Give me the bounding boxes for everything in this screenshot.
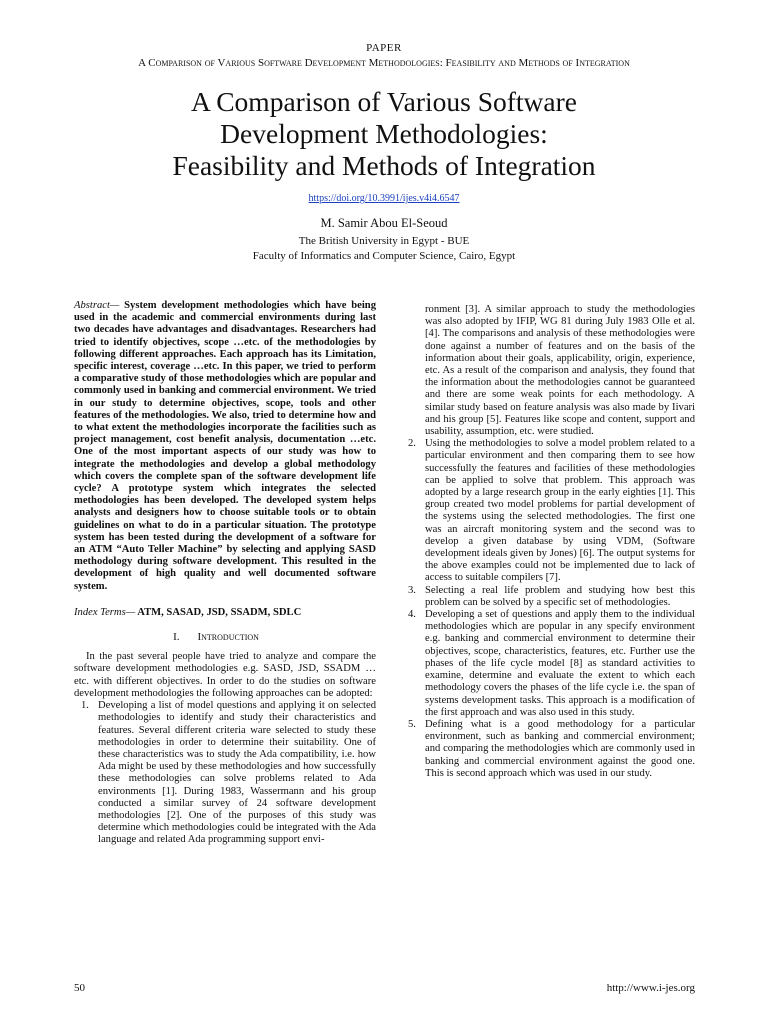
- list-item-number: 5.: [408, 718, 416, 730]
- list-item: [401, 438, 695, 584]
- doi-container: [0, 193, 768, 204]
- abstract-lead: Abstract—: [74, 300, 120, 311]
- list-item: [401, 609, 695, 719]
- index-terms-lead: Index Terms—: [74, 606, 136, 618]
- list-item-number: 3.: [408, 584, 416, 596]
- list-item: [74, 700, 376, 846]
- section-heading: [74, 631, 376, 643]
- list-item-number: 1.: [81, 700, 89, 712]
- list-item-text: Developing a set of questions and apply them to the individual methodologies which are popular in any specify environment e.g. banking and commercial environment to determine their objectives, scope, characteristics, features, etc. Further use the phases of the life cycle model [8] as standard activities to examine, determine and evaluate the extent to which each methodology covers the phases of the life cycle i.e. the span of systems development tasks. This approach is a modification of the first approach and was also used in this study.: [425, 609, 695, 718]
- doi-link[interactable]: https://doi.org/10.3991/ijes.v4i4.6547: [308, 193, 460, 204]
- left-column: [74, 300, 376, 847]
- section-number: I.: [173, 631, 180, 644]
- list-item-continuation: ronment [3]. A similar approach to study the methodologies was also adopted by IFIP, WG 81 during July 1983 Olle et al. [4]. The comparisons and analysis of these methodologies were done against a number of features and on the basis of the information about their goals, applicability, origin, experience, etc. As a result of the comparison and analysis, they found that the information about the methodologies cannot be guaranteed and there are some weak points for each methodology. A similar study based on feature analysis was also made by Iivari and his group [5]. Features like scope and content, support and usability, assumption, etc. were studied.: [425, 304, 695, 438]
- list-item-text: Selecting a real life problem and studying how best this problem can be solved by a specific set of methodologies.: [425, 584, 695, 608]
- list-item-text: Defining what is a good methodology for a particular environment, such as banking and commercial environment; and comparing the methodologies which are commonly used in banking and commercial environment against the good one. This is second approach which was used in our study.: [425, 718, 695, 779]
- list-item: [401, 585, 695, 609]
- approaches-list-left: [74, 700, 376, 846]
- abstract: [74, 300, 376, 593]
- title-line-1: A Comparison of Various Software: [191, 86, 577, 117]
- index-terms-text: ATM, SASAD, JSD, SSADM, SDLC: [137, 606, 302, 618]
- list-item-text: Developing a list of model questions and applying it on selected methodologies to identify and study their characteristics and features. Several different criteria ware selected to study these methodologies in order to determine their suitability. One of these characteristics was to study the Ada compatibility, i.e. how Ada might be used by these methodologies and how successfully these methodologies can solve problems related to Ada environments [1]. During 1983, Wassermann and his group conducted a similar survey of 24 software development methodologies [2]. One of the purposes of this study was determine which methodologies could be integrated with the Ada language and related Ada programming support envi-: [98, 700, 376, 846]
- page-number: 50: [74, 982, 85, 994]
- list-item-number: 2.: [408, 438, 416, 450]
- list-item: [401, 719, 695, 780]
- affiliation-line-2: Faculty of Informatics and Computer Science, Cairo, Egypt: [252, 250, 516, 262]
- title-line-2: Development Methodologies:: [220, 118, 548, 149]
- section-title: Introduction: [197, 631, 259, 644]
- approaches-list-right: [401, 438, 695, 780]
- index-terms: [74, 607, 376, 619]
- author-name: M. Samir Abou El-Seoud: [320, 216, 448, 230]
- intro-paragraph: In the past several people have tried to analyze and compare the software development methodologies e.g. SASD, JSD, SSADM … etc. with different objectives. In order to do the studies on software development methodologies the following approaches can be adopted:: [74, 651, 376, 699]
- running-title: A Comparison of Various Software Development Methodologies: Feasibility and Methods of Integration: [138, 57, 630, 69]
- paper-title: [84, 86, 684, 182]
- title-line-3: Feasibility and Methods of Integration: [172, 150, 596, 181]
- abstract-text: System development methodologies which have being used in the academic and commercial environments during last two decades have advantages and disadvantages. Researchers had tried to identify objectives, scope …etc. of the methodologies by following different approaches. Each approach has its Limitation, specific interest, coverage …etc. In this paper, we tried to perform a comparative study of those methodologies which are popular and commonly used in banking and commercial environment. We tried in our study to determine objectives, scope, tools and other features of the methodologies. We also, tried to determine how and to what extent the methodologies incorporate the facilities such as project management, cost benefit analysis, documentation …etc. One of the most important aspects of our study was how to integrate the methodologies and develop a global methodology which covers the complete span of the software development life cycle? A prototype system which integrates the selected methodologies has been developed. The developed system helps analysts and designers how to choose suitable tools or to obtain guidelines on what to do in a particular situation. The prototype system has been tested during the development of a software for an ATM “Auto Teller Machine” by selecting and applying SASD methodology during software development. This resulted in the development of high quality and well documented software system.: [74, 300, 376, 592]
- affiliation-line-1: The British University in Egypt - BUE: [298, 235, 470, 247]
- journal-url[interactable]: http://www.i-jes.org: [606, 982, 695, 994]
- right-column: [401, 304, 695, 780]
- affiliation: [0, 234, 768, 264]
- journal-section-label: PAPER: [366, 42, 402, 54]
- list-item-number: 4.: [408, 609, 416, 621]
- list-item-text: Using the methodologies to solve a model problem related to a particular environment and then comparing them to see how successfully the features and facilities of these methodologies can be applied to solve that problem. This approach was adopted by a large research group in the early eighties [1]. This group created two model problems for partial development of the systems using the selected methodologies. The first one was an aircraft monitoring system and the second was to develop a given database by using VDM, (Software development ideals given by Jones) [6]. The output systems for the above examples could not be implemented due to lack of access to suitable compilers [7].: [425, 438, 695, 584]
